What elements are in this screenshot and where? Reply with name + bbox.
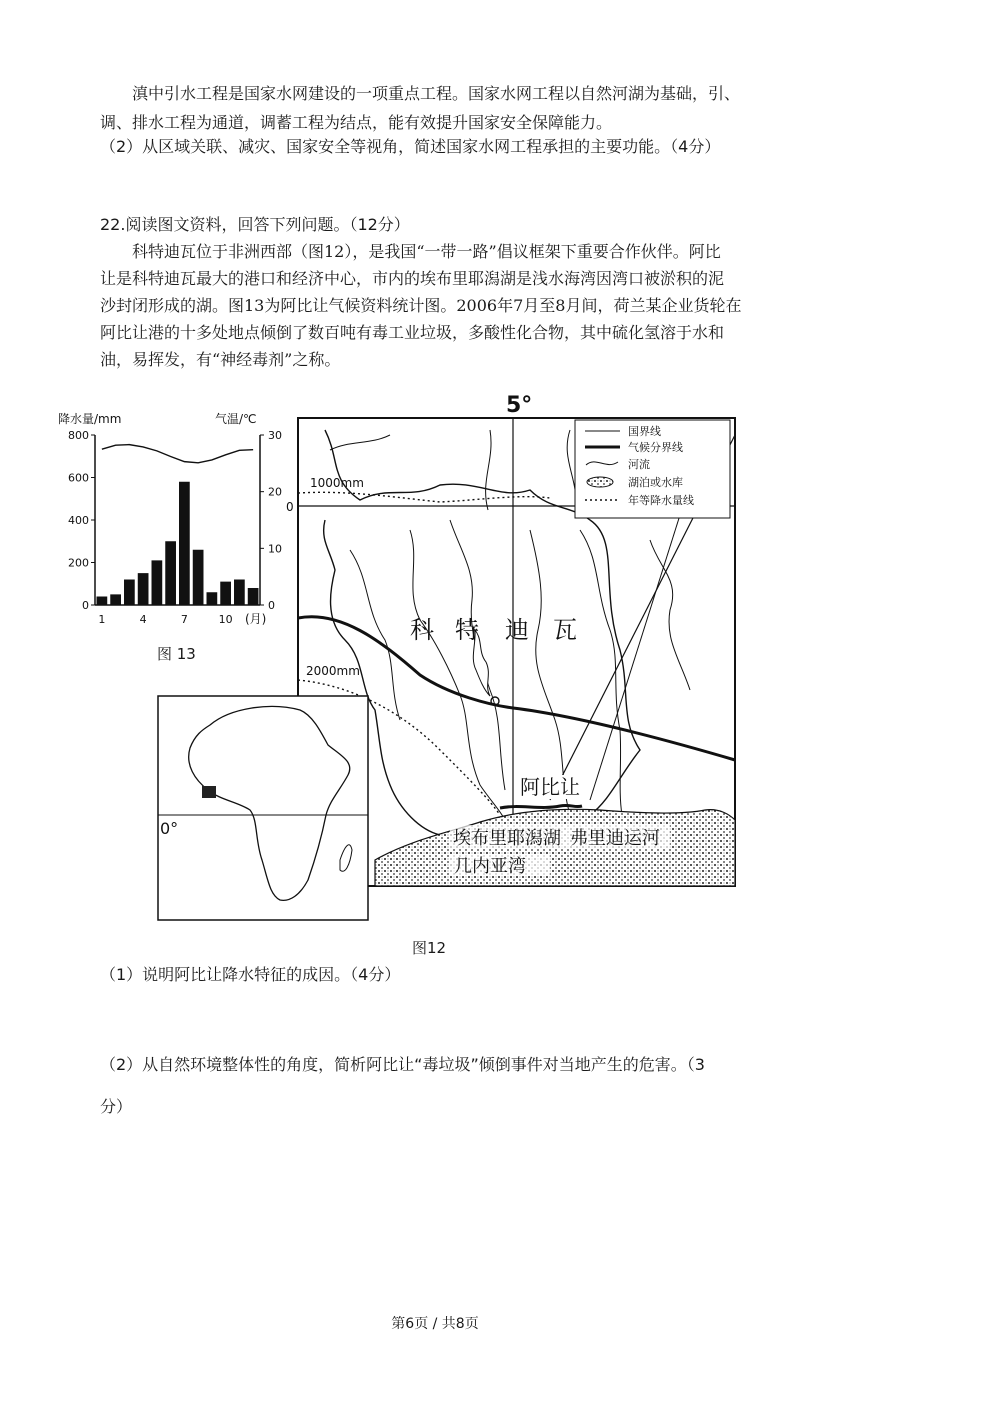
y-left-tick-label: 200 [68, 556, 89, 570]
legend-label-lake: 湖泊或水库 [628, 476, 683, 489]
legend-label-isohyet: 年等降水量线 [628, 494, 694, 507]
x-axis-unit: (月) [245, 612, 267, 626]
precip-bar [110, 594, 121, 605]
legend-label-border: 国界线 [628, 425, 661, 438]
isohyet-2000-label: 2000mm [306, 664, 360, 678]
x-tick-label: 1 [98, 613, 106, 626]
question-22-2-line-1: （2）从自然环境整体性的角度，简析阿比让“毒垃圾”倾倒事件对当地产生的危害。（3 [100, 1055, 705, 1074]
q22-para-line-1: 科特迪瓦位于非洲西部（图12），是我国“一带一路”倡议框架下重要合作伙伴。阿比 [132, 242, 721, 261]
page-footer: 第6页 / 共8页 [391, 1316, 479, 1332]
longitude-label: 5° [506, 393, 533, 418]
x-tick-label: 7 [180, 613, 188, 626]
x-tick-label: 4 [139, 613, 147, 626]
country-char-4: 瓦 [553, 616, 577, 644]
country-char-2: 特 [455, 616, 479, 644]
y-left-tick-label: 0 [82, 599, 89, 612]
isohyet-1000-label: 1000mm [310, 476, 364, 490]
country-char-3: 迪 [505, 616, 529, 644]
y-left-tick-label: 400 [68, 514, 89, 527]
question-22-1: （1）说明阿比让降水特征的成因。（4分） [100, 965, 401, 984]
inset-equator-label: 0° [160, 819, 179, 838]
intro-line-2: 调、排水工程为通道，调蓄工程为结点，能有效提升国家安全保障能力。 [100, 113, 613, 132]
city-label-abidjan: 阿比让 [520, 775, 580, 799]
y-right-tick-label: 10 [268, 542, 282, 556]
x-tick-label: 10 [218, 613, 233, 626]
figure-12-caption: 图12 [412, 939, 447, 957]
legend-label-river: 河流 [628, 458, 650, 471]
figure-13-caption: 图 13 [157, 645, 196, 663]
precip-bar [97, 597, 108, 606]
intro-line-1: 滇中引水工程是国家水网建设的一项重点工程。国家水网工程以自然河湖为基础，引、 [132, 84, 741, 103]
ebrie-lagoon-shape [500, 805, 582, 808]
y-right-tick-label: 20 [268, 485, 282, 499]
legend-lake-symbol [587, 477, 613, 487]
cote-divoire-map [150, 390, 750, 925]
cote-divoire-highlight [202, 786, 216, 798]
isohyet-1000mm [298, 492, 550, 502]
q22-para-line-5: 油，易挥发，有“神经毒剂”之称。 [100, 350, 341, 369]
question-22-heading: 22.阅读图文资料，回答下列问题。（12分） [100, 215, 410, 234]
precip-bar [138, 573, 149, 605]
gulf-label: 几内亚湾 [454, 856, 526, 877]
country-char-1: 科 [410, 616, 434, 644]
q22-para-line-2: 让是科特迪瓦最大的港口和经济中心，市内的埃布里耶潟湖是浅水海湾因湾口被淤积的泥 [100, 269, 725, 288]
legend-label-climate: 气候分界线 [628, 441, 683, 454]
question-22-2-line-2: 分） [100, 1097, 133, 1116]
question-21-2: （2）从区域关联、减灾、国家安全等视角，简述国家水网工程承担的主要功能。（4分） [100, 137, 721, 156]
canal-label: 弗里迪运河 [570, 828, 660, 849]
latitude-label: 0 [286, 500, 294, 514]
y-right-title: 气温/℃ [215, 412, 257, 426]
precip-bar [124, 580, 135, 606]
y-right-tick-label: 30 [268, 429, 282, 442]
q22-para-line-3: 沙封闭形成的湖。图13为阿比让气候资料统计图。2006年7月至8月间，荷兰某企业货轮在 [100, 296, 742, 315]
y-left-tick-label: 600 [68, 471, 89, 485]
y-left-tick-label: 800 [68, 429, 89, 442]
y-right-tick-label: 0 [268, 599, 275, 612]
q22-para-line-4: 阿比让港的十多处地点倾倒了数百吨有毒工业垃圾，多酸性化合物，其中硫化氢溶于水和 [100, 323, 725, 342]
lagoon-label: 埃布里耶潟湖 [453, 828, 561, 849]
y-left-title: 降水量/mm [58, 412, 122, 426]
